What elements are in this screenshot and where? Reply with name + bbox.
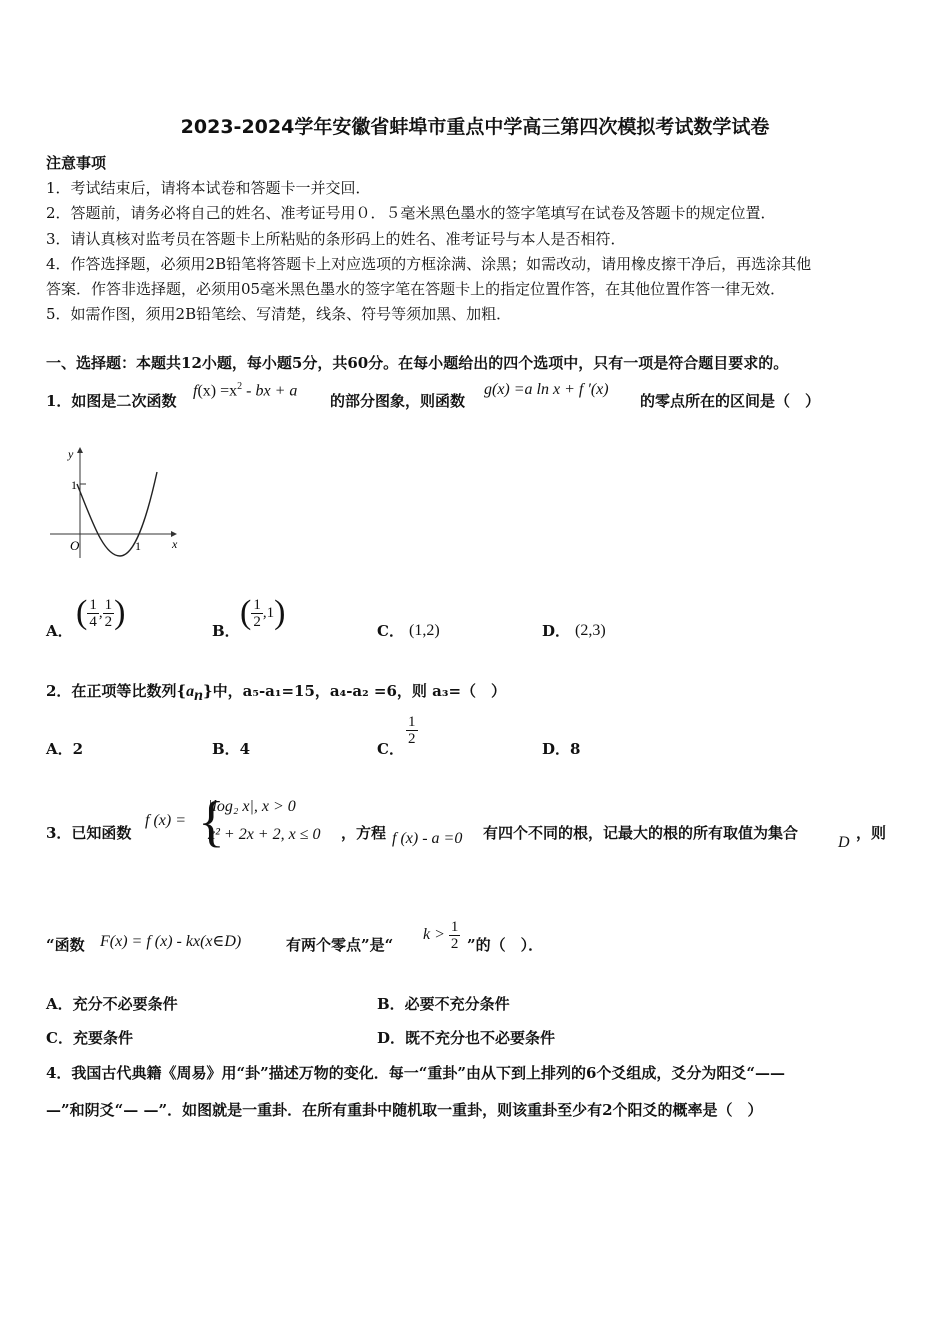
notice-item-4-cont: 答案．作答非选择题，必须用05毫米黑色墨水的签字笔在答题卡上的指定位置作答，在其他位置作答一律无效． [46,280,786,298]
q3-option-b: B．必要不充分条件 [377,995,510,1013]
origin-label: O [70,538,80,553]
q1-option-b-label: B． [212,622,240,640]
parabola-curve [77,472,157,556]
q1-option-c-label: C． [377,622,404,640]
q3-line2-b: 有两个零点”是“ [286,936,394,954]
notice-item-1: 1．考试结束后，请将本试卷和答题卡一并交回． [46,179,371,197]
notice-item-3: 3．请认真核对监考员在答题卡上所粘贴的条形码上的姓名、准考证号与本人是否相符． [46,230,626,248]
q2-option-a: A．2 [46,740,84,758]
q4-line-2: —”和阴爻“— —”．如图就是一重卦．在所有重卦中随机取一重卦，则该重卦至少有2个阳爻的概率是（ ） [46,1101,763,1119]
q3-tail: 有四个不同的根，记最大的根的所有取值为集合 [483,824,799,842]
q1-option-c-value: (1,2) [409,622,440,639]
q3-end: ，则 [856,824,887,842]
q1-option-a-value: ( $\frac{1}{4}$ , $\frac{1}{2}$ ) [76,594,126,631]
q3-option-c: C．充要条件 [46,1029,133,1047]
q2-option-b: B．4 [212,740,251,758]
y-tick-label: 1 [71,478,77,492]
x-axis-label: x [172,537,178,551]
q3-fx-label: f (x) = [145,812,186,829]
page-title: 2023-2024学年安徽省蚌埠市重点中学高三第四次模拟考试数学试卷 [180,116,770,138]
q1-g-expression: g(x) =a ln x + f ′(x) [484,381,609,398]
q1-parabola-graph [46,444,186,562]
notice-heading: 注意事项 [46,154,107,172]
q3-case-1: |log₂ x|, x > 0 [208,798,296,815]
x-tick-label: 1 [135,539,141,553]
q2-option-c-value: $\frac{1}{2}$ [408,714,416,747]
q3-F-expression: F(x) = f (x) - kx(x∈D) [100,933,242,950]
notice-item-4: 4．作答选择题，必须用2B铅笔将答题卡上对应选项的方框涂满、涂黑；如需改动，请用橡皮擦干净后，再选涂其他 [46,255,812,273]
q3-line2-a: “函数 [46,936,85,954]
notice-item-2: 2．答题前，请务必将自己的姓名、准考证号用０．５毫米黑色墨水的签字笔填写在试卷及答题卡的规定位置． [46,204,776,222]
q1-end: 的零点所在的区间是（ ） [640,392,821,410]
q3-option-d: D．既不充分也不必要条件 [377,1029,556,1047]
q3-equation: f (x) - a =0 [392,830,463,847]
q2-option-d: D．8 [542,740,581,758]
q1-option-b-value: ( $\frac{1}{2}$ ,1) [240,594,286,631]
q3-case-2: x² + 2x + 2, x ≤ 0 [208,826,321,843]
q3-lead: 3．已知函数 [46,824,132,842]
q2-option-c-label: C． [377,740,404,758]
q1-option-a-label: A． [46,622,73,640]
q1-lead: 1．如图是二次函数 [46,392,177,410]
q3-line2-c: ”的（ ）． [467,936,544,954]
q4-line-1: 4．我国古代典籍《周易》用“卦”描述万物的变化．每一“重卦”由从下到上排列的6个爻组成，爻分为阳爻“—— [46,1064,786,1082]
q3-mid: ，方程 [341,824,387,842]
section-heading: 一、选择题：本题共12小题，每小题5分，共60分。在每小题给出的四个选项中，只有一项是符合题目要求的。 [46,354,789,372]
q2-stem: 2．在正项等比数列$\{a_n\}$中，a₅-a₁=15，a₄-a₂ =6，则 a₃=（ ） [46,682,507,704]
notice-item-5: 5．如需作图，须用2B铅笔绘、写清楚，线条、符号等须加黑、加粗． [46,305,512,323]
q3-brace: { [198,791,225,853]
q1-f-expression: $f(x) =x^2$ - bx + a [193,381,298,400]
q1-option-d-label: D． [542,622,571,640]
q1-option-d-value: (2,3) [575,622,606,639]
q3-k-condition: k > $\frac{1}{2}$ [423,919,459,952]
y-axis-label: y [68,447,74,461]
q1-mid: 的部分图象，则函数 [330,392,466,410]
q3-option-a: A．充分不必要条件 [46,995,178,1013]
q3-set-d: D [838,834,850,851]
